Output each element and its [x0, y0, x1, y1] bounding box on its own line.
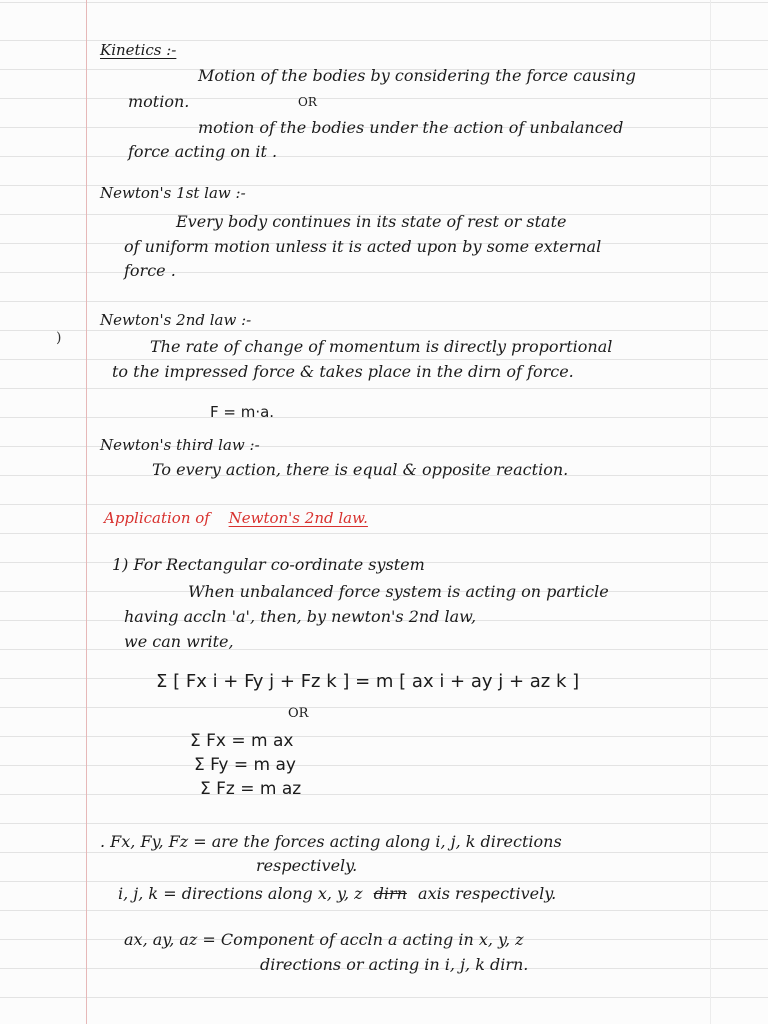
- rect-eq-z: Σ Fz = m az: [200, 779, 302, 799]
- defs-line-3: [118, 884, 556, 904]
- application-heading-underlined: Newton's 2nd law.: [228, 509, 368, 527]
- law1-line-2: of uniform motion unless it is acted upon by some external: [124, 237, 602, 256]
- defs-line-3-start: i, j, k = directions along x, y, z: [118, 884, 363, 903]
- law1-line-1: Every body continues in its state of rest or state: [176, 212, 567, 231]
- margin-line: [86, 0, 87, 1024]
- application-heading: [104, 508, 368, 528]
- rect-or: OR: [288, 706, 309, 721]
- defs-line-2: respectively.: [256, 856, 358, 875]
- law2-heading: Newton's 2nd law :-: [100, 311, 252, 329]
- rect-eq-y: Σ Fy = m ay: [194, 755, 296, 775]
- rect-line-1: 1) For Rectangular co-ordinate system: [112, 555, 425, 574]
- defs-line-5: directions or acting in i, j, k dirn.: [260, 955, 529, 974]
- defs-line-3-end: axis respectively.: [418, 884, 557, 903]
- defs-line-4: ax, ay, az = Component of accln a acting in x, y, z: [124, 930, 524, 949]
- kinetics-heading: Kinetics :-: [100, 41, 177, 59]
- law2-line-2: to the impressed force & takes place in the dirn of force.: [112, 362, 574, 381]
- law2-formula: F = m·a.: [210, 403, 275, 421]
- defs-line-1: . Fx, Fy, Fz = are the forces acting along i, j, k directions: [100, 832, 562, 851]
- kinetics-line-2: motion.: [128, 92, 190, 111]
- kinetics-line-3: motion of the bodies under the action of unbalanced: [198, 118, 624, 137]
- rect-line-4: we can write,: [124, 632, 234, 651]
- law3-line-1: To every action, there is equal & opposite reaction.: [152, 460, 569, 479]
- law1-line-3: force .: [124, 261, 176, 280]
- rect-eq-x: Σ Fx = m ax: [190, 731, 294, 751]
- kinetics-or: OR: [298, 95, 317, 109]
- right-rule-line: [710, 0, 711, 1024]
- law2-line-1: The rate of change of momentum is directly proportional: [150, 337, 613, 356]
- kinetics-line-4: force acting on it .: [128, 142, 278, 161]
- rect-line-2: When unbalanced force system is acting on particle: [188, 582, 609, 601]
- rect-line-3: having accln 'a', then, by newton's 2nd law,: [124, 607, 477, 626]
- margin-mark: ): [56, 330, 62, 346]
- law1-heading: Newton's 1st law :-: [100, 184, 246, 202]
- application-heading-prefix: Application of: [104, 509, 210, 527]
- rect-main-equation: Σ [ Fx i + Fy j + Fz k ] = m [ ax i + ay j + az k ]: [156, 671, 580, 692]
- law3-heading: Newton's third law :-: [100, 436, 260, 454]
- kinetics-line-1: Motion of the bodies by considering the force causing: [198, 66, 636, 85]
- defs-struck-word: dirn: [373, 884, 407, 903]
